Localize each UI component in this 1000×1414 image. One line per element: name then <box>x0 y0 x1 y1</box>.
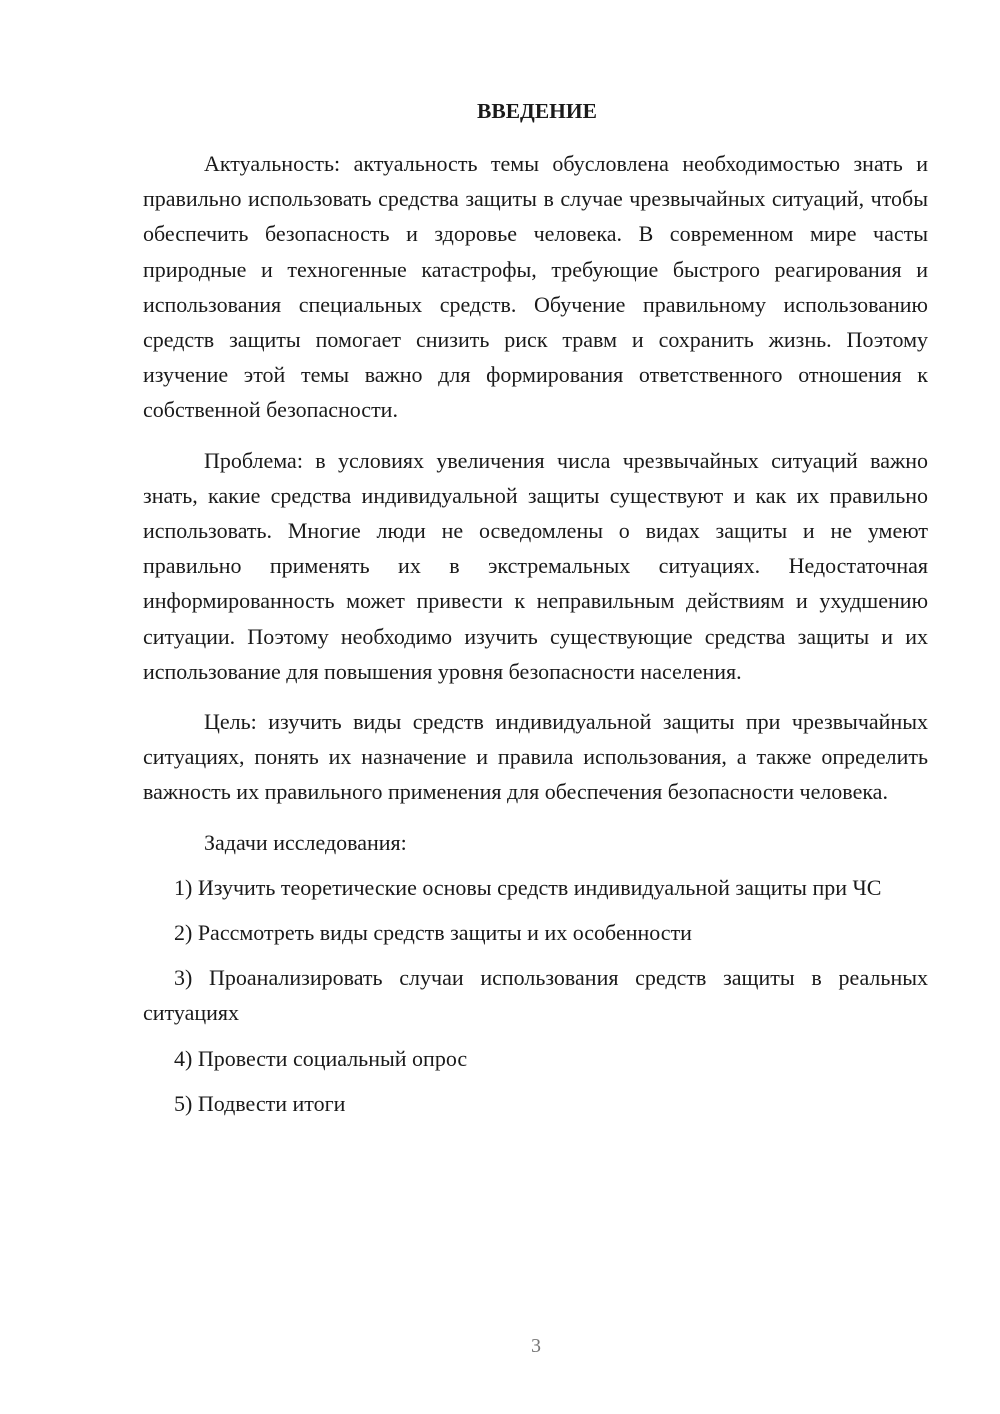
task-item: 3) Проанализировать случаи использования средств защиты в реальных ситуациях <box>143 965 928 1026</box>
paragraph-problem: Проблема: в условиях увеличения числа чрезвычайных ситуаций важно знать, какие средства индивидуальной защиты существуют и как их правильно использовать. Многие люди не осведомлены о видах защиты и не умеют правильно применять их в экстремальных ситуациях. Недостаточная информированность может привести к неправильным действиям и ухудшению ситуации. Поэтому необходимо изучить существующие средства защиты и их использование для повышения уровня безопасности населения. <box>143 447 928 684</box>
paragraph-relevance: Актуальность: актуальность темы обусловлена необходимостью знать и правильно использовать средства защиты в случае чрезвычайных ситуаций, чтобы обеспечить безопасность и здоровье человека. В современном мире часты природные и техногенные катастрофы, требующие быстрого реагирования и использования специальных средств. Обучение правильному использованию средств защиты помогает снизить риск травм и сохранить жизнь. Поэтому изучение этой темы важно для формирования ответственного отношения к собственной безопасности. <box>143 151 928 423</box>
task-item: 2) Рассмотреть виды средств защиты и их особенности <box>174 920 692 946</box>
task-item: 4) Провести социальный опрос <box>174 1045 468 1071</box>
paragraph-goal: Цель: изучить виды средств индивидуальной защиты при чрезвычайных ситуациях, понять их назначение и правила использования, а также определить важность их правильного применения для обеспечения безопасности человека. <box>143 709 928 805</box>
tasks-heading: Задачи исследования: <box>204 829 407 855</box>
page-content <box>143 96 928 1131</box>
task-item: 1) Изучить теоретические основы средств индивидуальной защиты при ЧС <box>174 874 882 900</box>
task-item: 5) Подвести итоги <box>174 1090 346 1116</box>
page-number: 3 <box>531 1335 541 1357</box>
tasks-list <box>143 870 928 1121</box>
page-title: ВВЕДЕНИЕ <box>477 99 597 123</box>
